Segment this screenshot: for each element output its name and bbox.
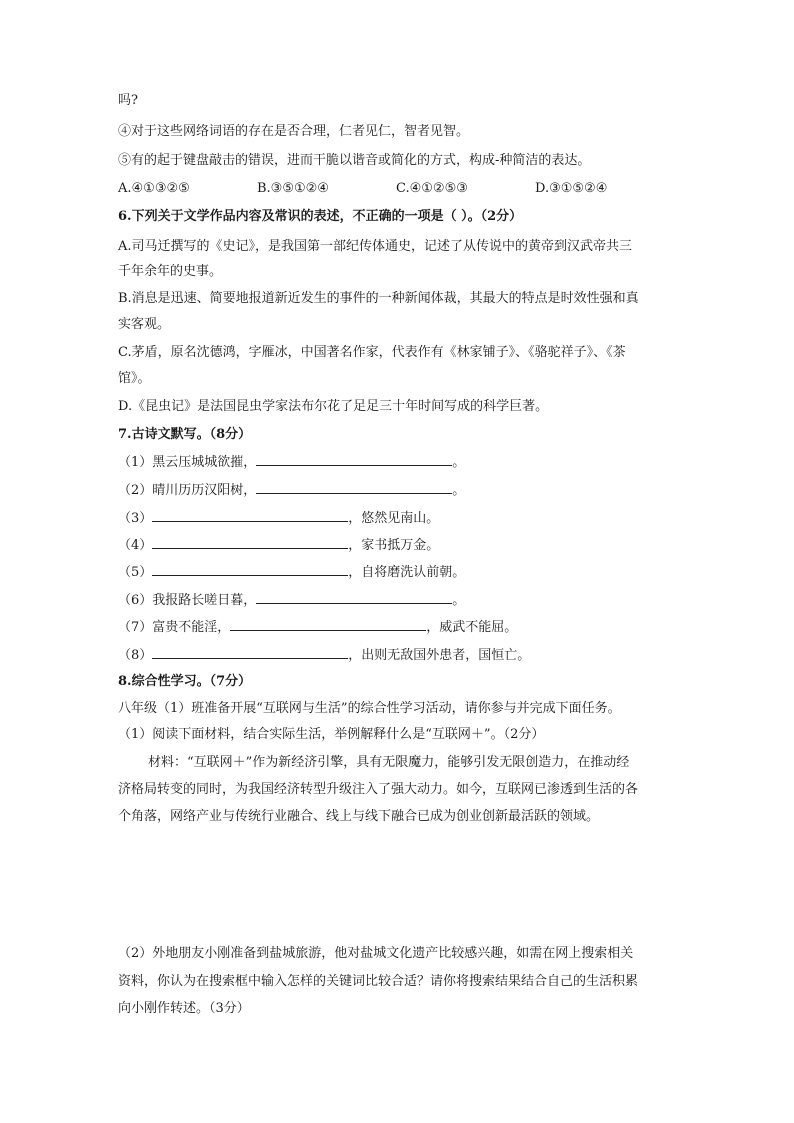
q5-option-a: A.④①③②⑤ [118,181,190,196]
q8-stem: 8.综合性学习。（7分） [118,674,252,689]
q5-tail: 吗? [118,93,138,108]
q7-line-3 [118,508,439,528]
q7-line-5 [118,562,465,582]
q7-line-1-end: 。 [452,455,466,470]
q5-option-b: B.③⑤①②④ [257,181,329,196]
q7-line-7-end: ，威武不能屈。 [426,620,518,635]
q6-option-a-line2: 千年余年的史事。 [118,264,223,279]
answer-blank[interactable] [256,452,452,466]
answer-blank[interactable] [152,645,348,659]
q7-line-6 [118,590,465,610]
q7-line-7-text: （7）富贵不能淫， [118,620,231,635]
answer-blank[interactable] [152,562,348,576]
q5-option-d: D.③①⑤②④ [535,181,608,196]
q7-line-4-text: ，家书抵万金。 [348,538,440,553]
q7-line-8 [118,645,530,665]
q8-task-2-line2: 资料，你认为在搜索框中输入怎样的关键词比较合适？请你将搜索结果结合自己的生活积累 [118,974,639,989]
q8-intro: 八年级（1）班准备开展“互联网与生活”的综合性学习活动，请你参与并完成下面任务。 [118,701,621,716]
q7-line-7 [118,617,517,637]
answer-blank[interactable] [256,590,452,604]
q6-stem: 6.下列关于文学作品内容及常识的表述，不正确的一项是（ ）。（2分） [118,209,523,224]
answer-blank[interactable] [152,535,348,549]
q7-line-2-end: 。 [452,483,466,498]
q7-line-8-number: （8） [118,648,153,663]
q7-line-4-number: （4） [118,538,153,553]
q7-line-2-text: （2）晴川历历汉阳树， [118,483,257,498]
q7-line-8-text: ，出则无敌国外患者，国恒亡。 [348,648,531,663]
answer-blank[interactable] [230,617,426,631]
q5-item-4: ④对于这些网络词语的存在是否合理，仁者见仁，智者见智。 [118,124,470,139]
q7-line-3-text: ，悠然见南山。 [348,511,440,526]
q6-option-b-line1: B.消息是迅速、简要地报道新近发生的事件的一种新闻体裁，其最大的特点是时效性强和真 [118,291,639,306]
q7-line-2 [118,480,465,500]
q8-task-1: （1）阅读下面材料，结合实际生活，举例解释什么是“互联网＋”。（2分） [118,727,545,742]
q6-option-a-line1: A.司马迁撰写的《史记》，是我国第一部纪传体通史，记述了从传说中的黄帝到汉武帝共三 [118,239,633,254]
q7-line-5-text: ，自将磨洗认前朝。 [348,565,466,580]
q6-option-c-line2: 馆》。 [118,371,151,386]
q7-line-4 [118,535,439,555]
q5-option-c: C.④①②⑤③ [396,181,468,196]
q7-line-1-text: （1）黑云压城城欲摧， [118,455,257,470]
q7-line-1 [118,452,465,472]
q7-line-6-end: 。 [452,593,466,608]
q7-stem: 7.古诗文默写。（8分） [118,427,252,442]
q8-material-line3: 个角落，网络产业与传统行业融合、线上与线下融合已成为创业创新最活跃的领域。 [118,809,600,824]
q8-material-line2: 济格局转变的同时，为我国经济转型升级注入了强大动力。如今，互联网已渗透到生活的各 [118,782,639,797]
q7-line-3-number: （3） [118,511,153,526]
q8-task-2-line1: （2）外地朋友小刚准备到盐城旅游，他对盐城文化遗产比较感兴趣，如需在网上搜索相关 [118,946,634,961]
q6-option-d: D.《昆虫记》是法国昆虫学家法布尔花了足足三十年时间写成的科学巨著。 [118,399,549,414]
q5-item-5: ⑤有的起于键盘敲击的错误，进而干脆以谐音或简化的方式，构成-种简洁的表达。 [118,153,591,168]
q6-option-c-line1: C.茅盾，原名沈德鸿，字雁冰，中国著名作家，代表作有《林家铺子》、《骆驼祥子》、《茶 [118,345,626,360]
q6-option-b-line2: 实客观。 [118,317,171,332]
q8-material-line1: 材料：“互联网＋”作为新经济引擎，具有无限魔力，能够引发无限创造力，在推动经 [148,755,630,770]
q7-line-6-text: （6）我报路长嗟日暮， [118,593,257,608]
q7-line-5-number: （5） [118,565,153,580]
answer-blank[interactable] [256,480,452,494]
answer-blank[interactable] [152,508,348,522]
q8-task-2-line3: 向小刚作转述。（3分） [118,1001,250,1016]
